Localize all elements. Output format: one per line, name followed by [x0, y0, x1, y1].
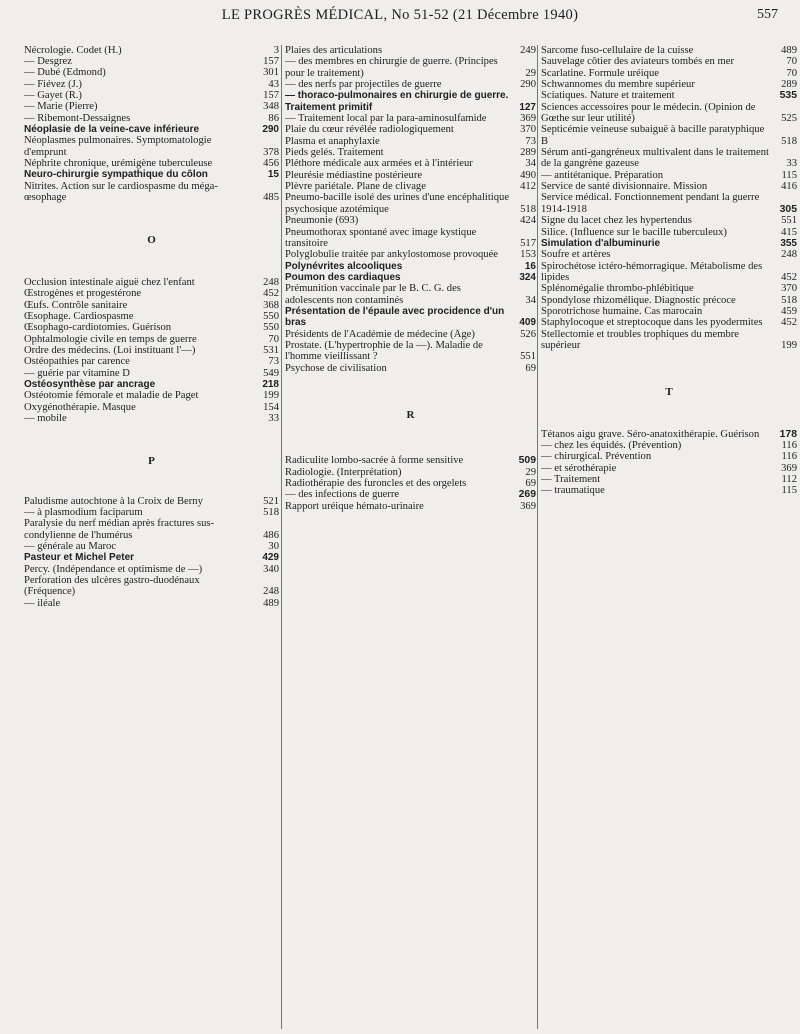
entry-text: Sporotrichose humaine. Cas marocain — [541, 305, 703, 317]
index-entry — [541, 238, 797, 249]
entry-page: 70 — [268, 333, 279, 345]
entry-page: 199 — [263, 390, 279, 402]
index-entry — [24, 541, 279, 552]
index-entry — [24, 169, 279, 180]
entry-text: Tétanos aigu grave. Séro-anatoxithérapie. Guérison — [541, 428, 760, 440]
entry-page: 456 — [263, 158, 279, 170]
entry-text: — des infections de guerre — [285, 489, 400, 501]
entry-text: Plaie du cœur révélée radiologiquement — [285, 124, 454, 136]
index-group-p-cont — [285, 45, 536, 374]
entry-page: 153 — [520, 249, 536, 261]
entry-page: 409 — [519, 317, 536, 329]
index-entry — [285, 124, 536, 135]
index-entry — [541, 261, 797, 284]
entry-page: 486 — [263, 529, 279, 541]
index-entry — [24, 311, 279, 322]
index-entry — [24, 345, 279, 356]
index-entry — [285, 340, 536, 363]
index-entry — [285, 45, 536, 56]
index-entry — [285, 147, 536, 158]
entry-page: 43 — [268, 78, 279, 90]
index-entry — [24, 101, 279, 112]
index-group-s — [541, 45, 797, 351]
entry-text: Nitrites. Action sur le cardiospasme du méga-œsophage — [24, 180, 218, 204]
entry-text: Pieds gelés. Traitement — [285, 147, 384, 159]
index-entry — [24, 45, 279, 56]
entry-text: Plaies des articulations — [285, 45, 383, 56]
index-group-o — [24, 277, 279, 424]
index-entry — [285, 489, 536, 500]
entry-text: Service de santé divisionnaire. Mission — [541, 181, 708, 193]
entry-text: Prémunition vaccinale par le B. C. G. des adolescents non contaminés — [285, 283, 461, 306]
entry-page: 459 — [781, 305, 797, 317]
index-entry — [285, 215, 536, 226]
entry-page: 218 — [262, 378, 279, 390]
entry-text: Paralysie du nerf médian après fractures sus-condylienne de l'humérus — [24, 518, 215, 541]
index-entry — [24, 124, 279, 135]
index-entry — [24, 564, 279, 575]
entry-text: Rapport uréique hémato-urinaire — [285, 500, 424, 512]
entry-page: 86 — [268, 112, 279, 124]
entry-page: 29 — [525, 466, 536, 478]
entry-page: 526 — [520, 328, 536, 340]
entry-page: 34 — [525, 158, 536, 170]
index-entry — [24, 379, 279, 390]
entry-page: 73 — [525, 135, 536, 147]
index-entry — [541, 68, 797, 79]
entry-text: Service médical. Fonctionnement pendant la guerre 1914-1918 — [541, 192, 760, 215]
entry-page: 116 — [781, 451, 797, 463]
index-entry — [24, 552, 279, 563]
entry-text: Prostate. (L'hypertrophie de la —). Maladie de l'homme vieillissant ? — [285, 339, 483, 363]
entry-page: 29 — [525, 67, 536, 79]
entry-page: 549 — [263, 367, 279, 379]
index-entry — [541, 429, 797, 440]
entry-text: Perforation des ulcères gastro-duodénaux (Fréquence) — [24, 575, 200, 598]
index-entry — [541, 192, 797, 215]
entry-page: 127 — [519, 101, 536, 113]
index-group-r — [285, 455, 536, 512]
entry-page: 415 — [781, 226, 797, 238]
entry-page: 157 — [263, 90, 279, 102]
index-entry — [285, 136, 536, 147]
index-entry — [285, 283, 536, 306]
entry-page: 485 — [263, 192, 279, 204]
index-entry — [24, 300, 279, 311]
entry-page: 518 — [781, 294, 797, 306]
entry-page: 518 — [781, 135, 797, 147]
entry-text: — Fiévez (J.) — [24, 78, 82, 90]
entry-page: 369 — [781, 462, 797, 474]
entry-text: Splénomégalie thrombo-phlébitique — [541, 283, 694, 295]
index-column-2 — [281, 45, 536, 1029]
entry-page: 289 — [520, 147, 536, 159]
entry-text: Spirochétose ictéro-hémorragique. Métabolisme des lipides — [541, 260, 763, 283]
entry-text: Septicémie veineuse subaiguë à bacille paratyphique B — [541, 124, 765, 147]
index-entry — [541, 147, 797, 170]
entry-text: Pneumo-bacille isolé des urines d'une encéphalitique psychosique azotémique — [285, 192, 510, 215]
index-entry — [285, 227, 536, 250]
index-entry — [541, 90, 797, 101]
entry-text: Radiculite lombo-sacrée à forme sensitive — [285, 455, 464, 467]
entry-text: — Traitement local par la para-aminosulfamide — [285, 113, 487, 125]
entry-page: 551 — [781, 215, 797, 227]
entry-text: — antitétanique. Préparation — [541, 169, 664, 181]
entry-text: Sarcome fuso-cellulaire de la cuisse — [541, 45, 694, 56]
entry-text: Œsophage. Cardiospasme — [24, 310, 134, 322]
index-entry — [24, 368, 279, 379]
entry-page: 70 — [786, 56, 797, 68]
entry-page: 369 — [520, 500, 536, 512]
entry-text: Nécrologie. Codet (H.) — [24, 45, 122, 56]
entry-page: 355 — [780, 237, 797, 249]
entry-text: — et sérothérapie — [541, 462, 617, 474]
index-entry — [541, 102, 797, 125]
entry-page: 248 — [781, 249, 797, 261]
entry-text: Ordre des médecins. (Loi instituant l'—) — [24, 344, 196, 356]
entry-text: — traumatique — [541, 485, 605, 497]
entry-page: 30 — [268, 541, 279, 552]
entry-text: — guérie par vitamine D — [24, 367, 130, 379]
entry-text: Silice. (Influence sur le bacille tuberculeux) — [541, 226, 727, 238]
index-entry — [541, 170, 797, 181]
entry-text: Pasteur et Michel Peter — [24, 552, 135, 564]
index-entry — [24, 322, 279, 333]
index-entry — [541, 215, 797, 226]
index-entry — [24, 288, 279, 299]
entry-page: 370 — [781, 283, 797, 295]
entry-page: 489 — [781, 45, 797, 56]
entry-text: Sérum anti-gangréneux multivalent dans le traitement de la gangrène gazeuse — [541, 147, 769, 170]
entry-page: 525 — [781, 113, 797, 125]
entry-text: Soufre et artères — [541, 249, 611, 261]
journal-title: LE PROGRÈS MÉDICAL, No 51-52 (21 Décembre 1940) — [221, 7, 579, 23]
index-entry — [285, 79, 536, 90]
entry-page: 73 — [268, 356, 279, 368]
entry-page: 551 — [520, 351, 536, 363]
entry-text: Néoplasmes pulmonaires. Symptomatologie d'emprunt — [24, 135, 212, 158]
page-number: 557 — [757, 7, 778, 22]
entry-page: 115 — [781, 485, 797, 497]
index-entry — [541, 283, 797, 294]
index-entry — [285, 90, 536, 113]
entry-text: Présentation de l'épaule avec procidence d'un bras — [285, 305, 505, 329]
entry-text: Sciences accessoires pour le médecin. (Opinion de Gœthe sur leur utilité) — [541, 101, 756, 125]
index-entry — [541, 124, 797, 147]
section-letter-o: O — [147, 234, 156, 247]
index-entry — [24, 181, 279, 204]
entry-page: 290 — [520, 79, 536, 91]
index-entry — [24, 518, 279, 541]
entry-page: 324 — [519, 271, 536, 283]
entry-page: 154 — [263, 401, 279, 413]
entry-text: — générale au Maroc — [24, 541, 117, 552]
index-entry — [24, 158, 279, 169]
entry-text: Pléthore médicale aux armées et à l'intérieur — [285, 158, 473, 170]
index-column-3 — [537, 45, 797, 1029]
entry-page: 33 — [268, 412, 279, 424]
index-entry — [24, 135, 279, 158]
entry-page: 248 — [263, 586, 279, 598]
index-entry — [541, 474, 797, 485]
index-entry — [285, 363, 536, 374]
entry-page: 3 — [273, 44, 279, 56]
entry-page: 509 — [518, 455, 536, 467]
entry-text: Radiothérapie des furoncles et des orgelets — [285, 478, 467, 489]
index-group-p — [24, 496, 279, 609]
entry-page: 452 — [263, 288, 279, 300]
entry-page: 178 — [779, 428, 797, 440]
entry-text: Œsophago-cardiotomies. Guérison — [24, 322, 172, 334]
index-entry — [24, 390, 279, 401]
entry-page: 34 — [525, 294, 536, 306]
index-entry — [541, 485, 797, 496]
entry-text: Signe du lacet chez les hypertendus — [541, 215, 692, 227]
entry-page: 249 — [520, 45, 536, 56]
index-entry — [541, 451, 797, 462]
index-entry — [541, 227, 797, 238]
entry-page: 16 — [524, 260, 536, 272]
index-column-1 — [24, 45, 279, 609]
entry-page: 368 — [263, 299, 279, 311]
entry-text: — chez les équidés. (Prévention) — [541, 439, 682, 451]
index-entry — [24, 113, 279, 124]
entry-page: 70 — [786, 67, 797, 79]
entry-page: 378 — [263, 146, 279, 158]
section-letter-t: T — [665, 386, 673, 399]
entry-text: Sciatiques. Nature et traitement — [541, 90, 675, 102]
entry-page: 199 — [781, 339, 797, 351]
entry-page: 412 — [520, 181, 536, 193]
index-entry — [541, 440, 797, 451]
index-entry — [24, 413, 279, 424]
index-group-n — [24, 45, 279, 203]
entry-text: Stellectomie et troubles trophiques du membre supérieur — [541, 328, 739, 351]
entry-page: 517 — [520, 237, 536, 249]
entry-page: 521 — [263, 495, 279, 507]
entry-text: — thoraco-pulmonaires en chirurgie de guerre. Traitement primitif — [285, 90, 509, 113]
index-entry — [541, 295, 797, 306]
entry-text: Radiologie. (Interprétation) — [285, 466, 402, 478]
entry-text: — Desgrez — [24, 56, 72, 67]
entry-text: Oxygénothérapie. Masque — [24, 401, 136, 413]
index-entry — [285, 170, 536, 181]
index-entry — [24, 598, 279, 609]
index-entry — [285, 467, 536, 478]
entry-text: Simulation d'albuminurie — [541, 237, 661, 249]
entry-page: 452 — [781, 271, 797, 283]
index-entry — [285, 249, 536, 260]
entry-page: 452 — [781, 317, 797, 329]
index-entry — [285, 192, 536, 215]
entry-text: Plasma et anaphylaxie — [285, 135, 380, 147]
entry-text: Œstrogènes et progestérone — [24, 288, 142, 300]
index-entry — [24, 575, 279, 598]
entry-text: Ostéopathies par carence — [24, 356, 130, 368]
entry-page: 550 — [263, 310, 279, 322]
index-entry — [24, 79, 279, 90]
entry-page: 289 — [781, 79, 797, 91]
index-entry — [541, 329, 797, 352]
index-group-t — [541, 429, 797, 497]
index-entry — [285, 261, 536, 272]
entry-page: 301 — [263, 67, 279, 79]
entry-page: 424 — [520, 215, 536, 227]
entry-text: Ostéotomie fémorale et maladie de Paget — [24, 390, 199, 402]
entry-text: — mobile — [24, 412, 67, 424]
entry-page: 269 — [518, 489, 536, 501]
index-entry — [541, 463, 797, 474]
index-entry — [285, 455, 536, 466]
entry-page: 429 — [262, 552, 279, 564]
entry-page: 489 — [263, 597, 279, 609]
entry-page: 248 — [263, 276, 279, 288]
entry-page: 116 — [781, 439, 797, 451]
index-entry — [24, 402, 279, 413]
entry-text: Scarlatine. Formule uréique — [541, 67, 659, 79]
entry-text: Présidents de l'Académie de médecine (Âge) — [285, 328, 475, 340]
entry-text: Occlusion intestinale aiguë chez l'enfant — [24, 276, 195, 288]
entry-page: 535 — [779, 90, 797, 102]
entry-text: Percy. (Indépendance et optimisme de —) — [24, 563, 203, 575]
entry-text: Psychose de civilisation — [285, 362, 387, 374]
entry-page: 348 — [263, 101, 279, 113]
entry-text: — Marie (Pierre) — [24, 101, 98, 113]
entry-page: 305 — [779, 203, 797, 215]
index-entry — [541, 56, 797, 67]
entry-text: Polyglobulie traitée par ankylostomose provoquée — [285, 249, 499, 261]
entry-page: 290 — [262, 124, 279, 136]
entry-text: Poumon des cardiaques — [285, 271, 401, 283]
entry-page: 370 — [520, 124, 536, 136]
entry-text: Paludisme autochtone à la Croix de Berny — [24, 495, 203, 507]
index-entry — [541, 249, 797, 260]
index-entry — [24, 277, 279, 288]
entry-text: — iléale — [24, 597, 61, 609]
entry-text: Polynévrites alcooliques — [285, 260, 403, 272]
entry-text: Ophtalmologie civile en temps de guerre — [24, 333, 197, 345]
entry-text: Schwannomes du membre supérieur — [541, 79, 695, 91]
entry-page: 69 — [525, 362, 536, 374]
entry-page: 518 — [263, 506, 279, 518]
entry-text: — Ribemont-Dessaignes — [24, 112, 131, 124]
index-entry — [285, 56, 536, 79]
entry-text: Néphrite chronique, urémigène tuberculeuse — [24, 158, 213, 170]
entry-page: 33 — [786, 158, 797, 170]
entry-page: 15 — [267, 169, 279, 181]
entry-page: 416 — [781, 181, 797, 193]
entry-text: Pneumonie (693) — [285, 215, 359, 227]
entry-page: 550 — [263, 322, 279, 334]
index-entry — [285, 113, 536, 124]
entry-text: Œufs. Contrôle sanitaire — [24, 299, 128, 311]
entry-text: — Traitement — [541, 474, 601, 485]
entry-text: Spondylose rhizomélique. Diagnostic précoce — [541, 294, 736, 306]
entry-page: 340 — [263, 563, 279, 575]
index-entry — [24, 90, 279, 101]
entry-text: — chirurgical. Prévention — [541, 451, 652, 463]
page-header — [0, 6, 800, 26]
index-entry — [24, 56, 279, 67]
entry-page: 369 — [520, 113, 536, 125]
index-entry — [24, 67, 279, 78]
entry-text: — Dubé (Edmond) — [24, 67, 106, 79]
entry-page: 157 — [263, 56, 279, 67]
entry-text: — des membres en chirurgie de guerre. (Principes pour le traitement) — [285, 56, 498, 79]
section-letter-r: R — [406, 408, 415, 421]
index-entry — [24, 356, 279, 367]
index-entry — [285, 272, 536, 283]
entry-text: Pneumothorax spontané avec image kystique transitoire — [285, 226, 477, 249]
entry-text: Pleurésie médiastine postérieure — [285, 169, 423, 181]
entry-text: Néoplasie de la veine-cave inférieure — [24, 124, 200, 136]
index-entry — [541, 79, 797, 90]
entry-page: 69 — [525, 478, 536, 489]
entry-page: 490 — [520, 169, 536, 181]
entry-page: 531 — [263, 344, 279, 356]
entry-text: — des nerfs par projectiles de guerre — [285, 79, 442, 91]
index-entry — [24, 496, 279, 507]
index-entry — [541, 45, 797, 56]
section-letter-p: P — [148, 455, 155, 468]
index-entry — [285, 329, 536, 340]
index-entry — [541, 317, 797, 328]
entry-text: Plèvre pariétale. Plane de clivage — [285, 181, 426, 193]
index-entry — [285, 478, 536, 489]
index-entry — [24, 507, 279, 518]
index-entry — [285, 306, 536, 329]
entry-text: Sauvelage côtier des aviateurs tombés en mer — [541, 56, 734, 68]
entry-page: 112 — [781, 474, 797, 485]
entry-text: — à plasmodium faciparum — [24, 506, 143, 518]
entry-page: 518 — [520, 203, 536, 215]
entry-text: — Gayet (R.) — [24, 90, 82, 102]
entry-text: Neuro-chirurgie sympathique du côlon — [24, 169, 208, 181]
entry-page: 115 — [781, 169, 797, 181]
index-entry — [285, 181, 536, 192]
entry-text: Staphylocoque et streptocoque dans les pyodermites — [541, 317, 763, 329]
index-entry — [541, 306, 797, 317]
index-entry — [285, 501, 536, 512]
index-entry — [24, 334, 279, 345]
index-entry — [541, 181, 797, 192]
entry-text: Ostéosynthèse par ancrage — [24, 378, 156, 390]
index-entry — [285, 158, 536, 169]
